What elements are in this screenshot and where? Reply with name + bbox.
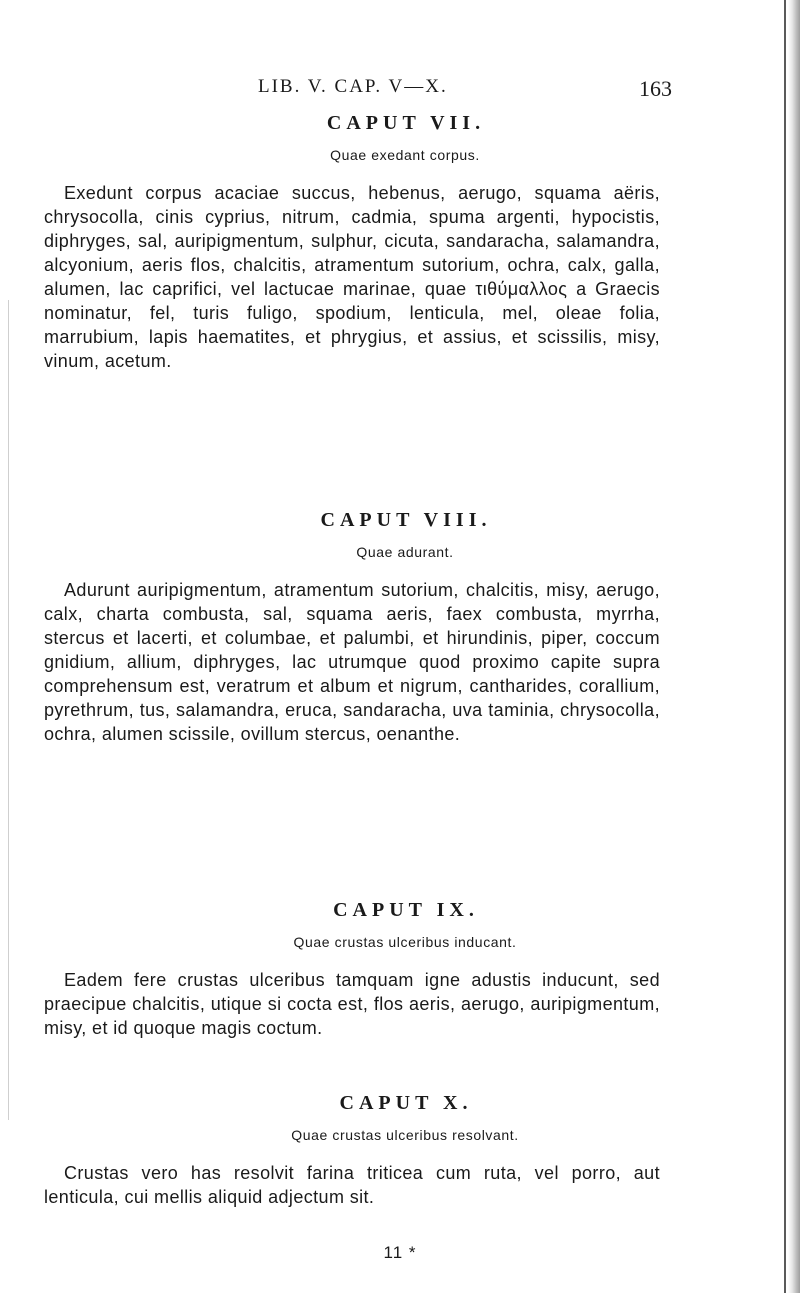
- chapter-title: CAPUT VII.: [326, 112, 486, 134]
- chapter-body: Eadem fere crustas ulceribus tamquam igne adustis inducunt, sed praecipue chalcitis, utique si cocta est, flos aeris, aerugo, auripigmentum, misy, et id quoque magis coctum.: [44, 970, 660, 1038]
- chapter-body: Crustas vero has resolvit farina triticea cum ruta, vel porro, aut lenticula, cui mellis aliquid adjectum sit.: [44, 1163, 660, 1207]
- chapter-subtitle: Quae crustas ulceribus resolvant.: [291, 1127, 519, 1143]
- running-head: [0, 76, 800, 106]
- chapter-7: [0, 112, 800, 373]
- chapter-title: CAPUT VIII.: [320, 509, 492, 531]
- signature-mark: 11 *: [383, 1243, 417, 1262]
- chapter-body: Adurunt auripigmentum, atramentum sutorium, chalcitis, misy, aerugo, calx, charta combusta, sal, squama aeris, faex combusta, myrrha, stercus et lacerti, et columbae, et palumbi, et hirundinis, piper, coccum gnidium, allium, diphryges, lac utrumque quod proximo capite supra comprehensum est, veratrum et album et nigrum, cantharides, corallium, pyrethrum, tus, salamandra, eruca, sandaracha, uva taminia, chrysocolla, ochra, alumen scissile, ovillum stercus, oenanthe.: [44, 580, 660, 744]
- chapter-subtitle: Quae exedant corpus.: [330, 147, 480, 163]
- chapter-subtitle: Quae crustas ulceribus inducant.: [293, 934, 517, 950]
- chapter-title: CAPUT X.: [339, 1092, 473, 1114]
- chapter-9: [0, 899, 800, 1040]
- page-number: 163: [639, 76, 672, 101]
- chapter-subtitle: Quae adurant.: [356, 544, 454, 560]
- chapter-10: [0, 1092, 800, 1209]
- signature-mark-row: [0, 1243, 800, 1263]
- running-head-title: LIB. V. CAP. V—X.: [258, 76, 448, 97]
- chapter-8: [0, 509, 800, 746]
- chapter-body: Exedunt corpus acaciae succus, hebenus, aerugo, squama aëris, chrysocolla, cinis cyprius, nitrum, cadmia, spuma argenti, hypocistis, diphryges, sal, auripigmentum, sulphur, cicuta, sandaracha, salamandra, alcyonium, aeris flos, chalcitis, atramentum sutorium, ochra, calx, galla, alumen, lac caprifici, vel lactucae marinae, quae τιθύμαλλος a Graecis nominatur, fel, turis fuligo, spodium, lenticula, mel, oleae folia, marrubium, lapis haematites, et phrygius, et assius, et scissilis, misy, vinum, acetum.: [44, 183, 660, 371]
- chapter-title: CAPUT IX.: [333, 899, 479, 921]
